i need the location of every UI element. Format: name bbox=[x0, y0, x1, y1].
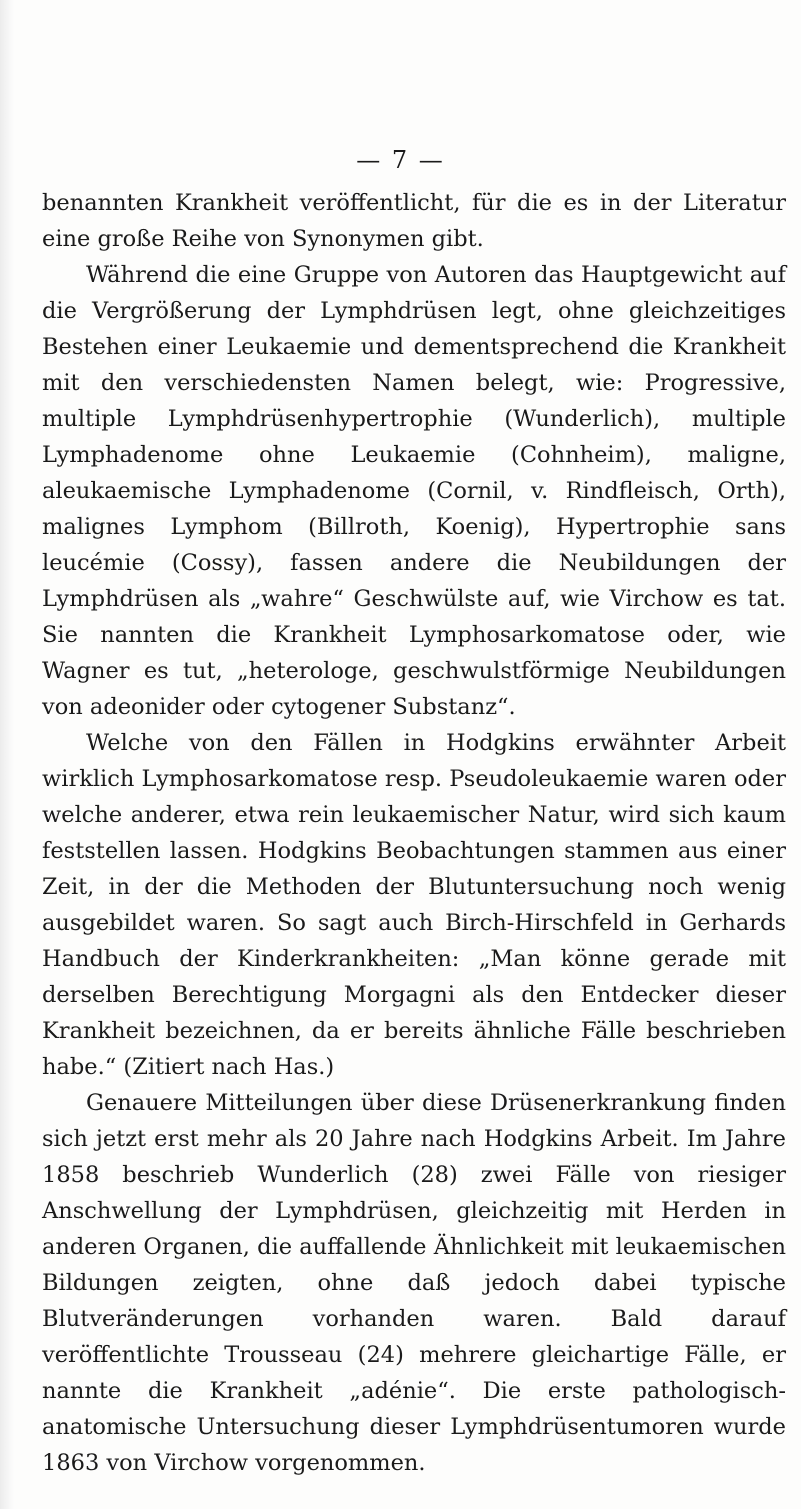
paragraph-3: Welche von den Fällen in Hodgkins erwähnter Arbeit wirklich Lymphosarkomatose resp. Pseudoleukaemie waren oder welche anderer, etwa rein leukaemischer Natur, wird sich kaum feststellen lassen. Hodgkins Beobachtungen stammen aus einer Zeit, in der die Methoden der Blutuntersuchung noch wenig ausgebildet waren. So sagt auch Birch-Hirschfeld in Gerhards Handbuch der Kinderkrankheiten: „Man könne gerade mit derselben Berechtigung Morgagni als den Entdecker dieser Krankheit bezeichnen, da er bereits ähnliche Fälle beschrieben habe.“ (Zitiert nach Has.) bbox=[42, 730, 786, 1080]
paragraph-2: Während die eine Gruppe von Autoren das Hauptgewicht auf die Vergrößerung der Lymphdrüsen legt, ohne gleichzeitiges Bestehen einer Leukaemie und dementsprechend die Krankheit mit den verschiedensten Namen belegt, wie: Progressive, multiple Lymphdrüsenhypertrophie (Wunderlich), multiple Lymphadenome ohne Leukaemie (Cohnheim), maligne, aleukaemische Lymphadenome (Cornil, v. Rindfleisch, Orth), malignes Lymphom (Billroth, Koenig), Hypertrophie sans leucémie (Cossy), fassen andere die Neubildungen der Lymphdrüsen als „wahre“ Geschwülste auf, wie Virchow es tat. Sie nannten die Krankheit Lymphosarkomatose oder, wie Wagner es tut, „heterologe, geschwulstförmige Neubildungen von adeonider oder cytogener Substanz“. bbox=[42, 262, 786, 720]
page-gutter-shadow bbox=[0, 0, 14, 1509]
page-number: — 7 — bbox=[356, 146, 445, 174]
paragraph-1: benannten Krankheit veröffentlicht, für die es in der Literatur eine große Reihe von Synonymen gibt. bbox=[42, 190, 786, 252]
paragraph-4: Genauere Mitteilungen über diese Drüsenerkrankung finden sich jetzt erst mehr als 20 Jahre nach Hodgkins Arbeit. Im Jahre 1858 beschrieb Wunderlich (28) zwei Fälle von riesiger Anschwellung der Lymphdrüsen, gleichzeitig mit Herden in anderen Organen, die auffallende Ähnlichkeit mit leukaemischen Bildungen zeigten, ohne daß jedoch dabei typische Blutveränderungen vorhanden waren. Bald darauf veröffentlichte Trousseau (24) mehrere gleichartige Fälle, er nannte die Krankheit „adénie“. Die erste pathologisch-anatomische Untersuchung dieser Lymphdrüsentumoren wurde 1863 von Virchow vorgenommen. bbox=[42, 1090, 786, 1476]
text-column bbox=[42, 185, 786, 1481]
